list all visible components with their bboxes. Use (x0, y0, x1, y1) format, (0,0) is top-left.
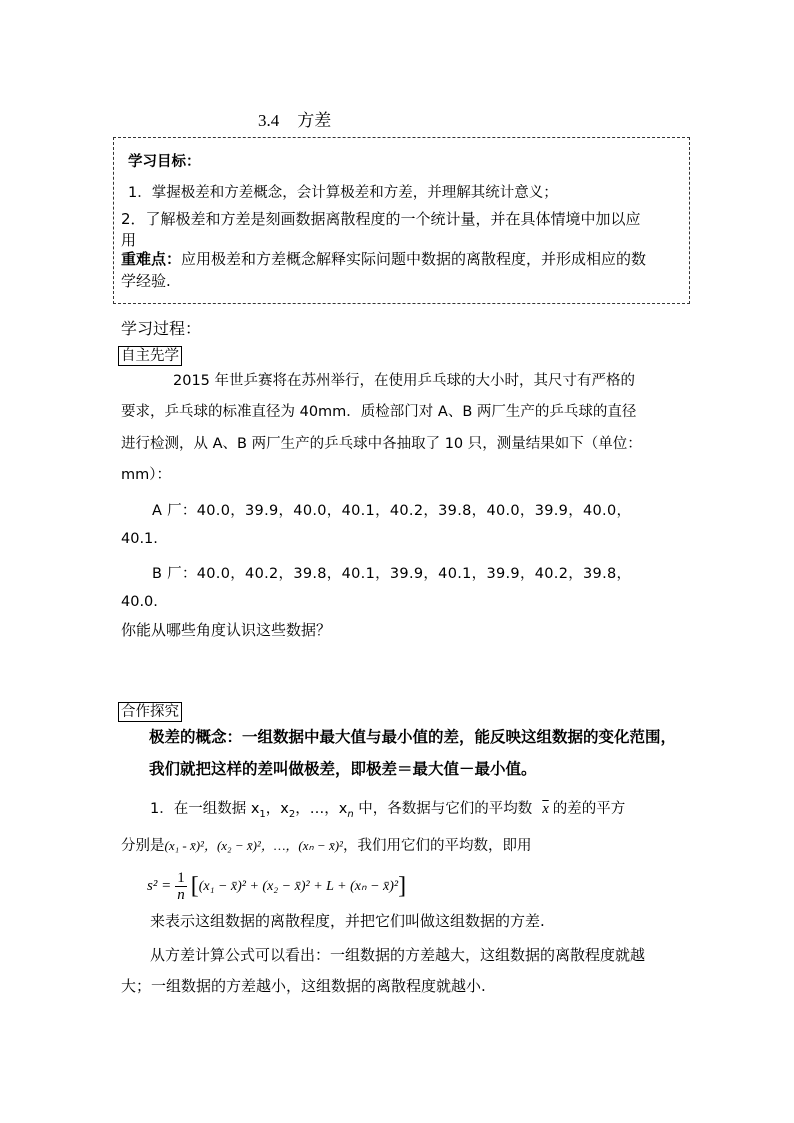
formula-lhs: s² = (147, 878, 172, 894)
variance-explain: 来表示这组数据的离散程度，并把它们叫做这组数据的方差. (150, 912, 545, 930)
variance-intro-text-a: 1．在一组数据 x (150, 801, 260, 817)
variance-intro-text-c: 的差的平方 (552, 801, 626, 817)
goals-heading: 学习目标： (128, 154, 201, 170)
left-bracket-icon: [ (190, 873, 199, 899)
process-heading: 学习过程： (121, 319, 202, 338)
subscript-n: n (347, 808, 354, 820)
subscript-2: 2 (288, 808, 296, 820)
section-number: 3.4 (258, 111, 280, 130)
variance-intro-sep2: ，…，x (295, 801, 348, 817)
goal-item-2-line2: 用 (121, 231, 137, 249)
key-points-line2: 学经验. (121, 272, 171, 290)
variance-formula (147, 870, 406, 903)
key-points-text: 应用极差和方差概念解释实际问题中数据的离散程度，并形成相应的数 (181, 250, 647, 268)
variance-intro-line1 (150, 797, 625, 820)
factory-a-data-line1: A 厂：40.0，39.9，40.0，40.1，40.2，39.8，40.0，39.9，40.0， (152, 503, 632, 519)
range-definition-line1: 极差的概念：一组数据中最大值与最小值的差，能反映这组数据的变化范围， (149, 728, 677, 746)
factory-a-data-line2: 40.1. (121, 531, 158, 547)
goal-item-2-line1: 2．了解极差和方差是刻画数据离散程度的一个统计量，并在具体情境中加以应 (121, 210, 641, 228)
goal-item-1: 1．掌握极差和方差概念，会计算极差和方差，并理解其统计意义； (128, 185, 558, 201)
key-points-label: 重难点： (121, 250, 182, 268)
self-study-para-line4: mm）： (121, 467, 171, 483)
formula-fraction (175, 870, 187, 903)
self-study-para-line3: 进行检测，从 A、B 两厂生产的乒乓球中各抽取了 10 只，测量结果如下（单位： (121, 436, 642, 452)
key-points-line1 (121, 248, 646, 269)
self-study-question: 你能从哪些角度认识这些数据？ (121, 621, 332, 639)
conclusion-line2: 大；一组数据的方差越小，这组数据的离散程度就越小. (121, 977, 486, 995)
factory-b-data-line2: 40.0. (121, 594, 158, 610)
variance-intro-text-e: ，我们用它们的平均数，即用 (342, 838, 532, 854)
cooperate-tag: 合作探究 (118, 702, 182, 722)
formula-body: (x₁ − x̄)² + (x₂ − x̄)² + L + (xₙ − x̄)² (198, 879, 399, 894)
variance-intro-sep1: ，x (265, 801, 289, 817)
mean-symbol: $\overline{x}$ (542, 801, 549, 817)
fraction-denominator: n (177, 887, 185, 903)
self-study-para-line1: 2015 年世乒赛将在苏州举行，在使用乒乓球的大小时，其尺寸有严格的 (173, 373, 636, 389)
squared-deviation-terms: (x₁ - x̄)²，(x₂ − x̄)²，…，(xₙ − x̄)² (164, 838, 343, 853)
right-bracket-icon: ] (398, 873, 407, 899)
page-title (258, 106, 331, 131)
conclusion-line1: 从方差计算公式可以看出：一组数据的方差越大，这组数据的离散程度就越 (150, 946, 646, 964)
self-study-tag: 自主先学 (118, 346, 182, 366)
variance-intro-text-d: 分别是 (121, 838, 165, 854)
self-study-para-line2: 要求，乒乓球的标准直径为 40mm．质检部门对 A、B 两厂生产的乒乓球的直径 (121, 404, 637, 420)
range-definition-line2: 我们就把这样的差叫做极差，即极差＝最大值－最小值。 (149, 760, 537, 778)
factory-b-data-line1: B 厂：40.0，40.2，39.8，40.1，39.9，40.1，39.9，40.2，39.8， (152, 566, 632, 582)
variance-intro-text-b: 中，各数据与它们的平均数 (353, 801, 533, 817)
variance-intro-line2 (121, 834, 531, 855)
section-title: 方差 (297, 111, 332, 131)
fraction-numerator: 1 (177, 870, 185, 886)
subscript-1: 1 (259, 808, 266, 820)
